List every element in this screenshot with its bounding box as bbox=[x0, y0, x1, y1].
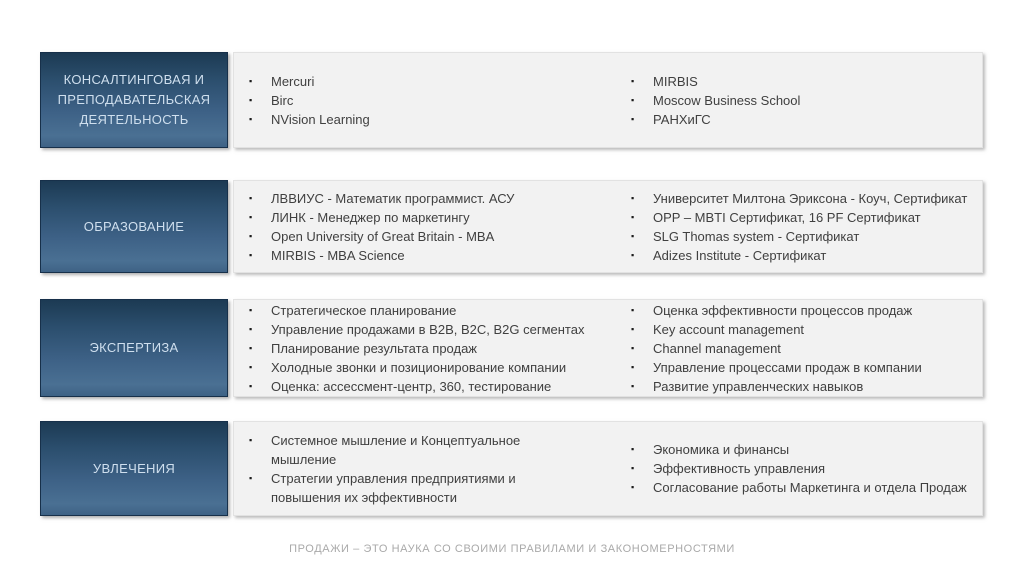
list-item bbox=[631, 91, 976, 110]
bullet-icon: ▪ bbox=[249, 304, 253, 315]
list-item bbox=[631, 440, 976, 459]
list-item bbox=[249, 431, 631, 469]
bullet-icon: ▪ bbox=[249, 472, 253, 483]
list-item-text: Оценка: ассессмент-центр, 360, тестирование bbox=[271, 378, 552, 394]
bullet-list-left bbox=[249, 189, 631, 265]
list-item-text: Оценка эффективности процессов продаж bbox=[653, 302, 913, 318]
list-item-text: Холодные звонки и позиционирование компании bbox=[271, 359, 567, 375]
list-item-text: NVision Learning bbox=[271, 111, 370, 127]
bullet-icon: ▪ bbox=[631, 113, 635, 124]
list-item bbox=[631, 301, 976, 320]
list-item-text: ЛИНК - Менеджер по маркетингу bbox=[271, 209, 470, 225]
section-title: КОНСАЛТИНГОВАЯ И ПРЕПОДАВАТЕЛЬСКАЯ ДЕЯТЕЛЬНОСТЬ bbox=[57, 72, 211, 127]
list-item bbox=[249, 320, 631, 339]
bullet-list-right bbox=[631, 189, 976, 265]
list-item-text: ЛВВИУС - Математик программист. АСУ bbox=[271, 190, 515, 206]
bullet-icon: ▪ bbox=[631, 75, 635, 86]
list-item-text: MIRBIS bbox=[653, 73, 698, 89]
section-row bbox=[40, 52, 983, 148]
bullet-icon: ▪ bbox=[249, 323, 253, 334]
section-row bbox=[40, 421, 983, 516]
list-item-text: Университет Милтона Эриксона - Коуч, Сертификат bbox=[653, 190, 968, 206]
section-label-box bbox=[40, 421, 228, 516]
bullet-icon: ▪ bbox=[249, 192, 253, 203]
bullet-icon: ▪ bbox=[631, 304, 635, 315]
list-item bbox=[631, 189, 976, 208]
bullet-list-right bbox=[631, 440, 976, 497]
bullet-icon: ▪ bbox=[249, 434, 253, 445]
list-item-text: Управление продажами в B2B, B2C, B2G сегментах bbox=[271, 321, 585, 337]
list-item-text: Key account management bbox=[653, 321, 805, 337]
list-item-text: Open University of Great Britain - MBA bbox=[271, 228, 495, 244]
bullet-icon: ▪ bbox=[631, 249, 635, 260]
list-item-text: Экономика и финансы bbox=[653, 442, 790, 457]
section-row bbox=[40, 299, 983, 397]
bullet-list-right bbox=[631, 301, 976, 396]
section-title: ОБРАЗОВАНИЕ bbox=[83, 218, 185, 234]
bullet-icon: ▪ bbox=[249, 361, 253, 372]
list-item bbox=[631, 339, 976, 358]
bullet-list-right bbox=[631, 72, 976, 129]
bullet-list-left bbox=[249, 431, 631, 507]
list-item-text: Развитие управленческих навыков bbox=[653, 378, 864, 394]
list-item-text: MIRBIS - MBA Science bbox=[271, 247, 405, 263]
list-item bbox=[249, 110, 631, 129]
list-item bbox=[631, 227, 976, 246]
list-item-text: Системное мышление и Концептуальное мышление bbox=[271, 432, 521, 467]
bullet-icon: ▪ bbox=[631, 230, 635, 241]
bullet-icon: ▪ bbox=[249, 113, 253, 124]
list-item bbox=[631, 320, 976, 339]
list-item-text: Управление процессами продаж в компании bbox=[653, 359, 922, 375]
list-item bbox=[249, 469, 631, 507]
section-panel bbox=[233, 299, 983, 397]
footer-caption: ПРОДАЖИ – ЭТО НАУКА СО СВОИМИ ПРАВИЛАМИ И ЗАКОНОМЕРНОСТЯМИ bbox=[289, 543, 735, 555]
list-item bbox=[249, 377, 631, 396]
list-item bbox=[631, 72, 976, 91]
list-item-text: Adizes Institute - Сертификат bbox=[653, 247, 827, 263]
list-item-text: Mercuri bbox=[271, 73, 315, 89]
list-item bbox=[249, 91, 631, 110]
list-item bbox=[249, 227, 631, 246]
list-item bbox=[249, 339, 631, 358]
list-item bbox=[631, 208, 976, 227]
bullet-icon: ▪ bbox=[631, 444, 635, 454]
list-item bbox=[249, 246, 631, 265]
list-item-text: SLG Thomas system - Сертификат bbox=[653, 228, 860, 244]
bullet-icon: ▪ bbox=[631, 323, 635, 334]
list-item bbox=[631, 478, 976, 497]
bullet-icon: ▪ bbox=[631, 482, 635, 492]
list-item-text: Согласование работы Маркетинга и отдела Продаж bbox=[653, 480, 967, 495]
bullet-icon: ▪ bbox=[631, 361, 635, 372]
bullet-icon: ▪ bbox=[631, 342, 635, 353]
section-label-box bbox=[40, 180, 228, 273]
section-label-box bbox=[40, 299, 228, 397]
list-item-text: Эффективность управления bbox=[653, 461, 826, 476]
bullet-list-left bbox=[249, 72, 631, 129]
bullet-icon: ▪ bbox=[249, 75, 253, 86]
bullet-icon: ▪ bbox=[249, 94, 253, 105]
list-item-text: OPP – MBTI Сертификат, 16 PF Сертификат bbox=[653, 209, 921, 225]
section-panel bbox=[233, 421, 983, 516]
section-title: ЭКСПЕРТИЗА bbox=[89, 340, 179, 355]
bullet-icon: ▪ bbox=[631, 192, 635, 203]
list-item bbox=[249, 189, 631, 208]
section-panel bbox=[233, 180, 983, 273]
bullet-list-left bbox=[249, 301, 631, 396]
bullet-icon: ▪ bbox=[249, 342, 253, 353]
list-item-text: Moscow Business School bbox=[653, 92, 801, 108]
bullet-icon: ▪ bbox=[631, 211, 635, 222]
bullet-icon: ▪ bbox=[249, 380, 253, 391]
bullet-icon: ▪ bbox=[631, 94, 635, 105]
bullet-icon: ▪ bbox=[631, 463, 635, 473]
list-item bbox=[249, 208, 631, 227]
list-item-text: РАНХиГС bbox=[653, 111, 711, 127]
list-item bbox=[249, 72, 631, 91]
list-item bbox=[631, 377, 976, 396]
list-item bbox=[249, 301, 631, 320]
bullet-icon: ▪ bbox=[249, 249, 253, 260]
list-item-text: Birc bbox=[271, 92, 294, 108]
section-row bbox=[40, 180, 983, 273]
list-item bbox=[249, 358, 631, 377]
list-item-text: Стратегическое планирование bbox=[271, 302, 457, 318]
list-item bbox=[631, 358, 976, 377]
bullet-icon: ▪ bbox=[631, 380, 635, 391]
bullet-icon: ▪ bbox=[249, 230, 253, 241]
list-item-text: Стратегии управления предприятиями и повышения их эффективности bbox=[271, 470, 516, 505]
section-title: УВЛЕЧЕНИЯ bbox=[92, 460, 176, 476]
list-item-text: Планирование результата продаж bbox=[271, 340, 478, 356]
section-label-box bbox=[40, 52, 228, 148]
list-item-text: Channel management bbox=[653, 340, 781, 356]
list-item bbox=[631, 459, 976, 478]
bullet-icon: ▪ bbox=[249, 211, 253, 222]
list-item bbox=[631, 246, 976, 265]
section-panel bbox=[233, 52, 983, 148]
list-item bbox=[631, 110, 976, 129]
